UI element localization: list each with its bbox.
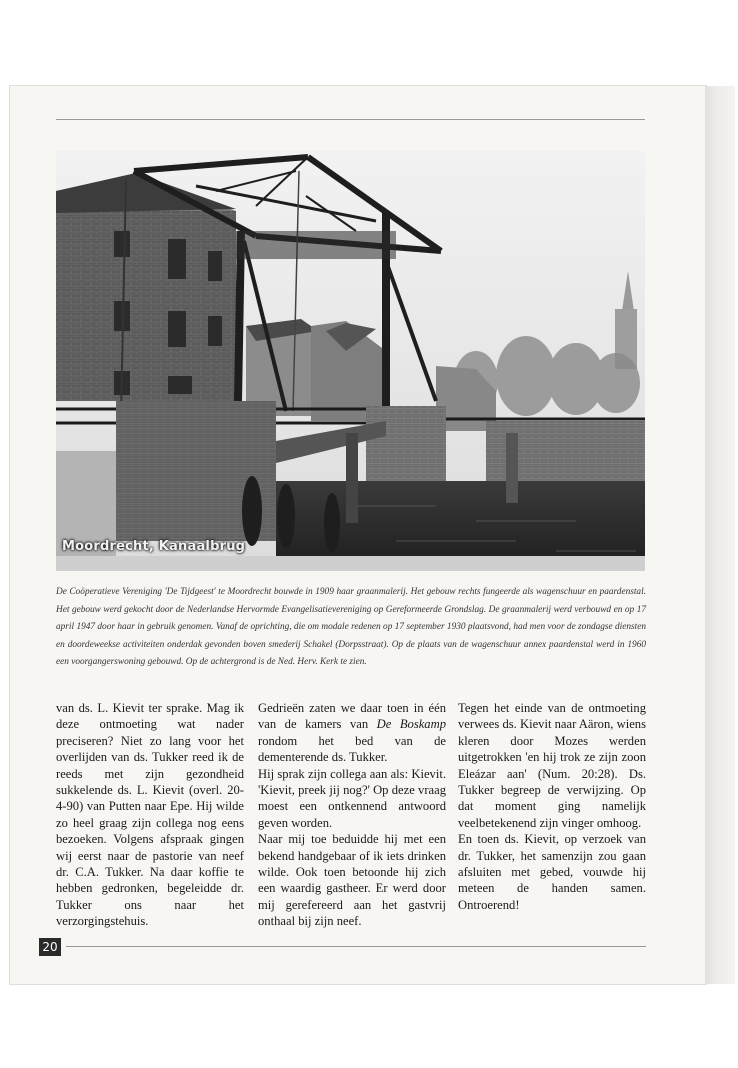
text-column-2 — [258, 700, 446, 930]
text-column-1 — [56, 700, 244, 930]
page-edge — [705, 86, 735, 984]
photo-caption: De Coöperatieve Vereniging 'De Tijdgeest' te Moordrecht bouwde in 1909 haar graanmalerij. Het gebouw rechts fungeerde als wagenschuur en paardenstal. Het gebouw werd gekocht door de Nederlandse Hervormde Evangelisatievereniging op Gereformeerde Grondslag. De graanmalerij werd verbouwd en op 17 april 1947 door haar in gebruik genomen. Vanaf de oprichting, die om modale redenen op 17 september 1930 plaatsvond, had men voor de zondagse diensten en doordeweekse activiteiten onderdak gevonden boven smederij Schakel (Dorpsstraat). Op de plaats van de wagenschuur annex paardenstal werd in 1960 een voorgangerswoning gebouwd. Op de achtergrond is de Ned. Herv. Kerk te zien. — [56, 587, 646, 667]
top-rule — [56, 119, 645, 120]
photo-label: Moordrecht, Kanaalbrug — [62, 539, 246, 554]
bridge-photo-illustration — [56, 151, 645, 571]
column-3-paragraph-2: En toen ds. Kievit, op verzoek van dr. Tukker, het samenzijn zou gaan afsluiten met gebed, vouwde hij meteen de handen samen. Ontroerend! — [458, 832, 646, 912]
column-3-paragraph-1: Tegen het einde van de ontmoeting verwees ds. Kievit naar Aäron, wiens kleren door Mozes werden uitgetrokken 'en hij trok ze zijn zoon Eleázar aan' (Num. 20:28). Ds. Tukker begreep de verwijzing. Op dat moment ging namelijk veelbetekenend zijn vinger omhoog. — [458, 701, 646, 830]
bottom-rule — [66, 946, 646, 947]
page-number: 20 — [39, 938, 61, 956]
column-2-paragraph-1 — [258, 700, 446, 766]
column-2-text-a: Gedrieën zaten we daar toen in één van de kamers van — [258, 701, 446, 732]
column-2-paragraph-2: Hij sprak zijn collega aan als: Kievit. 'Kievit, preek jij nog?' Op deze vraag moest een ontkennend antwoord geven worden. — [258, 766, 446, 830]
location-name: De Boskamp — [376, 717, 446, 732]
text-column-3 — [458, 700, 646, 913]
column-1-paragraph: van ds. L. Kievit ter sprake. Mag ik deze ontmoeting wat nader preciseren? Niet zo lang voor het overlijden van ds. Tukker reed ik de reeds met zijn gezondheid sukkelende ds. L. Kievit (overl. 20-4-90) van Putten naar Epe. Hij wilde zo heel graag zijn collega nog eens bezoeken. Volgens afspraak gingen wij eerst naar de pastorie van neef dr. C.A. Tukker. Na daar koffie te hebben gedronken, begeleidde dr. Tukker ons naar het verzorgingstehuis. — [56, 701, 244, 929]
historic-photo — [56, 151, 645, 571]
column-2-paragraph-3: Naar mij toe beduidde hij met een bekend handgebaar of ik iets drinken wilde. Ook toen betoonde hij zich een waardig gastheer. Er werd door mij gerefereerd aan het gastvrij onthaal bij zijn neef. — [258, 832, 446, 929]
column-2-text-b: rondom het bed van de dementerende ds. Tukker. — [258, 733, 446, 765]
